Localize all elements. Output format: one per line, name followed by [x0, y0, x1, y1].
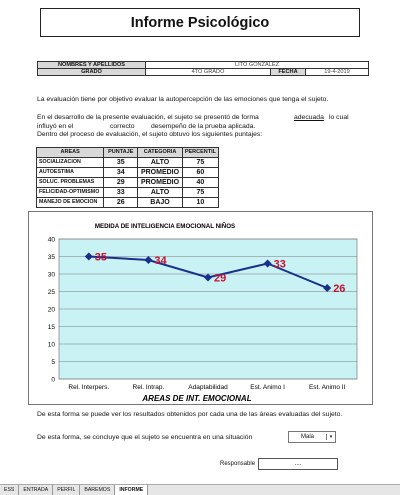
y-tick-label: 30	[47, 271, 55, 279]
date-label: FECHA	[271, 69, 306, 76]
x-tick-label: Est. Animo I	[250, 384, 285, 391]
area-name: MANEJO DE EMOCION	[37, 198, 104, 208]
sheet-tab-perfil[interactable]: PERFIL	[53, 485, 80, 495]
evaluation-paragraph	[37, 114, 377, 140]
area-score[interactable]: 29	[104, 178, 138, 188]
performance-value[interactable]: correcto	[110, 122, 135, 130]
conclusion-text-1: De esta forma se puede ver los resultados obtenidos por cada una de las áreas evaluadas del sujeto.	[37, 411, 343, 418]
y-tick-label: 5	[51, 359, 55, 366]
area-category: ALTO	[138, 158, 183, 168]
responsable-field[interactable]: ....	[258, 458, 338, 470]
area-name: FELICIDAD-OPTIMISMO	[37, 188, 104, 198]
chart-container[interactable]	[28, 211, 373, 405]
para-line3: Dentro del proceso de evaluación, el sujeto obtuvo los siguientes puntajes:	[37, 131, 263, 139]
area-percentile: 10	[182, 198, 218, 208]
col-areas: AREAS	[37, 148, 104, 158]
x-tick-label: Est. Animo II	[308, 384, 346, 391]
name-label: NOMBRES Y APELLIDOS	[38, 62, 146, 69]
area-category: ALTO	[138, 188, 183, 198]
x-axis-label: AREAS DE INT. EMOCIONAL	[142, 394, 252, 403]
para-line1-a: En el desarrollo de la presente evaluación, el sujeto se presentó de forma	[37, 114, 259, 121]
area-category: BAJO	[138, 198, 183, 208]
x-tick-label: Rel. Interpers.	[68, 384, 110, 391]
para-line2-a: influyó en el	[37, 122, 74, 130]
area-name: SOLUC. PROBLEMAS	[37, 178, 104, 188]
y-tick-label: 20	[47, 306, 55, 314]
y-tick-label: 15	[47, 324, 55, 331]
area-name: SOCIALIZACION	[37, 158, 104, 168]
x-tick-label: Rel. Intrap.	[132, 384, 165, 391]
grade-value[interactable]: 4TO GRADO	[146, 69, 271, 76]
grade-label: GRADO	[38, 69, 146, 76]
situation-value: Mala	[300, 434, 314, 440]
date-value[interactable]: 19-4-2019	[306, 69, 369, 76]
conclusion-text-2: De esta forma, se concluye que el sujeto se encuentra en una situación	[37, 434, 253, 441]
area-percentile: 75	[182, 158, 218, 168]
area-percentile: 40	[182, 178, 218, 188]
sheet-tab-informe[interactable]: INFORME	[115, 485, 148, 495]
col-puntaje: PUNTAJE	[104, 148, 138, 158]
table-row	[37, 178, 219, 188]
y-tick-label: 25	[47, 289, 55, 296]
intro-text: La evaluación tiene por objetivo evaluar la autopercepción de las emociones que tenga el sujeto.	[37, 96, 329, 103]
chevron-down-icon[interactable]: ▾	[326, 434, 335, 440]
chart-title: MEDIDA DE INTELIGENCIA EMOCIONAL NIÑOS	[94, 223, 236, 230]
area-score[interactable]: 34	[104, 168, 138, 178]
table-row	[37, 188, 219, 198]
data-label: 29	[214, 272, 227, 285]
table-row	[37, 168, 219, 178]
table-row	[37, 158, 219, 168]
presentation-value[interactable]: adecuada	[294, 114, 324, 121]
y-tick-label: 40	[47, 236, 55, 244]
area-category: PROMEDIO	[138, 178, 183, 188]
report-title: Informe Psicológico	[40, 8, 360, 37]
sheet-tab-bar	[0, 484, 400, 495]
sheet-tab-entrada[interactable]: ENTRADA	[19, 485, 53, 495]
para-line2-c: desempeño de la prueba aplicada.	[151, 122, 256, 130]
y-tick-label: 35	[47, 254, 55, 261]
scores-table	[36, 147, 219, 208]
area-percentile: 60	[182, 168, 218, 178]
sheet-tab-ess[interactable]: ESS	[0, 485, 19, 495]
col-categoria: CATEGORIA	[138, 148, 183, 158]
sheet-tab-baremos[interactable]: BAREMOS	[80, 485, 115, 495]
para-line1-c: lo cual	[329, 114, 349, 121]
area-score[interactable]: 35	[104, 158, 138, 168]
y-tick-label: 10	[47, 341, 55, 349]
info-table	[37, 61, 369, 76]
area-score[interactable]: 33	[104, 188, 138, 198]
situation-select[interactable]	[288, 431, 336, 443]
data-label: 26	[333, 283, 346, 295]
x-tick-label: Adaptabilidad	[188, 384, 228, 391]
data-label: 35	[94, 251, 108, 264]
responsable-label: Responsable	[220, 461, 256, 467]
area-name: AUTOESTIMA	[37, 168, 104, 178]
data-label: 34	[154, 255, 167, 267]
table-row	[37, 198, 219, 208]
area-score[interactable]: 26	[104, 198, 138, 208]
y-tick-label: 0	[51, 376, 55, 384]
area-percentile: 75	[182, 188, 218, 198]
emotional-intelligence-chart	[29, 212, 372, 404]
data-label: 33	[273, 258, 286, 271]
area-category: PROMEDIO	[138, 168, 183, 178]
name-value[interactable]: LITO GONZALEZ	[146, 62, 369, 69]
col-percentil: PERCENTIL	[182, 148, 218, 158]
